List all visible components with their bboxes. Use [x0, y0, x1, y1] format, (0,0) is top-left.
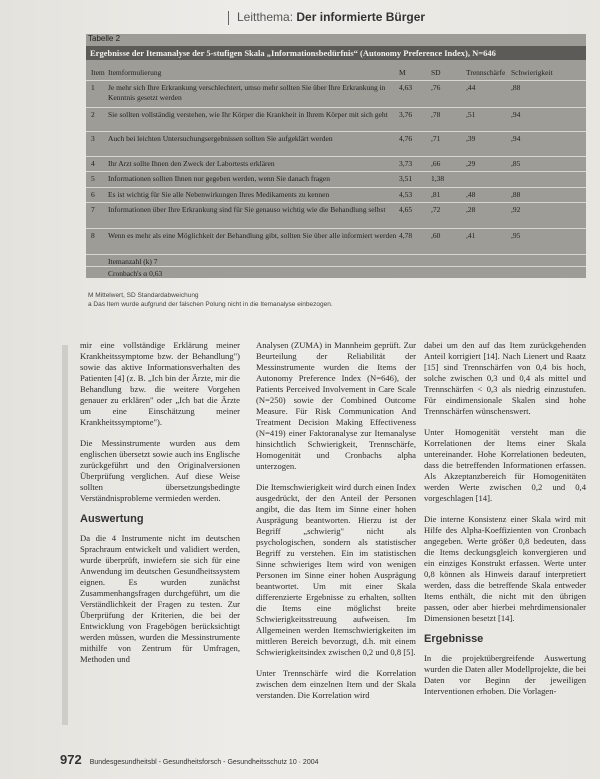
row-trennschaerfe: ,48: [466, 190, 476, 199]
row-text: Es ist wichtig für Sie alle Nebenwirkungen Ihres Medikaments zu kennen: [108, 190, 330, 199]
table-summary-row: [86, 254, 586, 265]
row-sd: ,71: [431, 134, 441, 143]
row-m: 4,53: [399, 190, 413, 199]
row-schwierigkeit: ,88: [511, 190, 521, 199]
row-text: Ihr Arzt sollte Ihnen den Zweck der Labortests erklären: [108, 159, 275, 168]
table-row: [86, 171, 586, 184]
row-number: 4: [91, 159, 95, 168]
margin-shadow: [62, 345, 68, 725]
table-row: [86, 202, 586, 225]
col-header-trennschaerfe: Trennschärfe: [466, 68, 506, 77]
row-number: 6: [91, 190, 95, 199]
row-text: Informationen sollten Ihnen nur gegeben werden, wenn Sie danach fragen: [108, 174, 331, 183]
row-trennschaerfe: ,44: [466, 83, 476, 92]
row-m: 3,73: [399, 159, 413, 168]
table-summary-row: [86, 266, 586, 277]
paragraph: Da die 4 Instrumente nicht im deutschen Sprachraum entwickelt und validiert werden, wurde überprüft, inwiefern sie sich für eine Anwendung im deutschen Gesundheitssystem eignen. Es wurden zunächst Zusammenhangsfragen durchgeführt, um die Verständlichkeit der Fragen zu testen. Zur Überprüfung der Kriterien, die bei der Entwicklung von Fragebögen berücksichtigt werden müssen, wurden die Messinstrumente mithilfe von Zentrum für Umfragen, Methoden und: [80, 533, 240, 664]
row-sd: 1,38: [431, 174, 445, 183]
text-column-1: [80, 340, 240, 675]
row-sd: ,76: [431, 83, 441, 92]
row-trennschaerfe: ,39: [466, 134, 476, 143]
summary-item-count: Itemanzahl (k) 7: [108, 257, 158, 266]
paragraph: In die projektübergreifende Auswertung wurden die Daten aller Modellprojekte, die bei Daten vor Beginn der jeweiligen Interventionen erhoben. Die Vorlagen-: [424, 653, 586, 696]
table-row: [86, 156, 586, 169]
page-number: 972: [60, 752, 82, 767]
row-text: Informationen über Ihre Erkrankung sind für Sie genauso wichtig wie die Behandlung selbst: [108, 205, 386, 214]
col-header-item: Item: [91, 68, 105, 77]
row-number: 3: [91, 134, 95, 143]
row-m: 4,63: [399, 83, 413, 92]
footnote-1: M Mittelwert, SD Standardabweichung: [88, 292, 199, 299]
row-number: 8: [91, 231, 95, 240]
col-header-schwierigkeit: Schwierigkeit: [511, 68, 553, 77]
table-row: [86, 187, 586, 200]
col-header-sd: SD: [431, 68, 441, 77]
paragraph: Analysen (ZUMA) in Mannheim geprüft. Zur Beurteilung der Reliabilität der Messinstrumente wurden die Items der Autonomy Preference Index (N=646), der Patients Perceived Involvement in Care Scale (N=250) sowie der Combined Outcome Measure. Für Risk Communication And Treatment Decision Making Effectiveness (N=419) einer Faktoranalyse zur Itemanalyse hinsichtlich Schwierigkeit, Trennschärfe, Homogenität und Cronbachs alpha unterzogen.: [256, 340, 416, 471]
table-row: [86, 107, 586, 130]
table-row: [86, 131, 586, 154]
row-sd: ,72: [431, 205, 441, 214]
header-title: Der informierte Bürger: [296, 10, 426, 24]
row-schwierigkeit: ,94: [511, 110, 521, 119]
row-m: 4,76: [399, 134, 413, 143]
section-heading-ergebnisse: Ergebnisse: [424, 633, 484, 645]
journal-citation: Bundesgesundheitsbl - Gesundheitsforsch - Gesundheitsschutz 10 · 2004: [89, 759, 319, 766]
paragraph: Die interne Konsistenz einer Skala wird mit Hilfe des Alpha-Koeffizienten von Cronbach angegeben. Werte größer 0,8 bedeuten, dass die Items deckungsgleich konvergieren und ein einziges Konstrukt erfassen. Werte unter 0,8 können als Hinweis darauf interpretiert werden, dass die betreffende Skala entweder Items enthält, die nicht mit den übrigen passen, oder aber hierbei mehrdimensionaler Dimensionen besetzt [14].: [424, 514, 586, 623]
running-header: [228, 10, 425, 25]
row-sd: ,81: [431, 190, 441, 199]
row-number: 1: [91, 83, 95, 92]
row-schwierigkeit: ,88: [511, 83, 521, 92]
row-m: 4,78: [399, 231, 413, 240]
row-sd: ,60: [431, 231, 441, 240]
text-column-3: [424, 340, 586, 707]
table-title: Ergebnisse der Itemanalyse der 5-stufigen Skala „Informationsbedürfnis“ (Autonomy Preference Index), N=646: [86, 46, 586, 60]
row-sd: ,78: [431, 110, 441, 119]
paragraph: Die Messinstrumente wurden aus dem englischen übersetzt sowie auch ins Englische zurückgeführt und den Originalversionen Überprüfung verglichen. Auf diese Weise sollten übersetzungsbedingte Verständnisprobleme vermieden werden.: [80, 438, 240, 503]
row-trennschaerfe: ,28: [466, 205, 476, 214]
footnote-2: a Das Item wurde aufgrund der falschen Polung nicht in die Itemanalyse einbezogen.: [88, 301, 333, 308]
col-header-m: M: [399, 68, 406, 77]
row-text: Wenn es mehr als eine Möglichkeit der Behandlung gibt, sollten Sie über alle informiert werden: [108, 231, 397, 240]
row-text: Je mehr sich Ihre Erkrankung verschlechtert, umso mehr sollten Sie über Ihre Erkrankung in Kenntnis gesetzt werden: [108, 83, 386, 102]
row-trennschaerfe: ,41: [466, 231, 476, 240]
table-label: Tabelle 2: [88, 34, 121, 43]
table-footnote: [88, 291, 333, 309]
row-m: 3,51: [399, 174, 413, 183]
paragraph: Unter Trennschärfe wird die Korrelation zwischen dem einzelnen Item und der Skala verstanden. Die Korrelation wird: [256, 668, 416, 700]
table-header: [86, 66, 586, 78]
row-number: 2: [91, 110, 95, 119]
row-text: Sie sollten vollständig verstehen, wie Ihr Körper die Krankheit in Ihrem Körper mit sich geht: [108, 110, 388, 119]
paragraph: Unter Homogenität versteht man die Korrelationen der Items einer Skala untereinander. Hohe Korrelationen bedeuten, dass die betreffenden Informationen erfassen. Als Akzeptanzbereich für Homogenitäten werden Werte zwischen 0,2 und 0,4 vorgeschlagen [14].: [424, 427, 586, 503]
text-column-2: [256, 340, 416, 711]
row-trennschaerfe: ,29: [466, 159, 476, 168]
paragraph: Die Itemschwierigkeit wird durch einen Index ausgedrückt, der den Anteil der Personen angibt, die das Item im Sinne einer hohen Ausprägung beantworten. Hierzu ist der Begriff „schwierig" nicht als psychologischen, sondern als statistischer Begriff zu verstehen. Ein im statistischen Sinne schwieriges Item wird von wenigen Personen im Sinne einer hohen Ausprägung beantwortet. Um mit einer Skala differenzierte Ergebnisse zu erhalten, sollten die Items eine möglichst breite Schwierigkeitsstreuung aufweisen. Im Allgemeinen werden Itemschwierigkeiten im mittleren Bereich bevorzugt, d.h. mit einem Schwierigkeitsindex zwischen 0,2 und 0,8 [5].: [256, 482, 416, 657]
section-heading-auswertung: Auswertung: [80, 513, 144, 525]
row-number: 7: [91, 205, 95, 214]
row-sd: ,66: [431, 159, 441, 168]
table-row: [86, 80, 586, 103]
row-text: Auch bei leichten Untersuchungsergebnissen sollten Sie aufgeklärt werden: [108, 134, 333, 143]
summary-cronbach: Cronbach's α 0,63: [108, 269, 163, 278]
row-m: 4,65: [399, 205, 413, 214]
paragraph: dabei um den auf das Item zurückgehenden Anteil korrigiert [14]. Nach Lienert und Raatz [15] sind Trennschärfen von 0,4 bis hoch, solche zwischen 0,3 und 0,4 als mittel und Trennschärfen < 0,3 als niedrig einzustufen. Für eindimensionale Skalen sind hohe Trennschärfen wünschenswert.: [424, 340, 586, 416]
page-footer: [60, 752, 319, 767]
row-schwierigkeit: ,94: [511, 134, 521, 143]
header-prefix: Leitthema:: [237, 10, 294, 24]
row-m: 3,76: [399, 110, 413, 119]
col-header-text: Itemformulierung: [108, 68, 162, 77]
table-row: [86, 228, 586, 251]
header-rule: [228, 11, 229, 25]
row-schwierigkeit: ,92: [511, 205, 521, 214]
row-schwierigkeit: ,85: [511, 159, 521, 168]
row-trennschaerfe: ,51: [466, 110, 476, 119]
row-schwierigkeit: ,95: [511, 231, 521, 240]
row-number: 5: [91, 174, 95, 183]
paragraph: mir eine vollständige Erklärung meiner Krankheitssymptome bzw. der Behandlung") sowie das aktive Informationsverhalten des Patienten [4] (z. B. „Ich bin der Ärzte, mir die Behandlung bzw. die weitere Vorgehen genauer zu erklären" oder „Ich bat die Ärzte um eine Einschätzung meiner Krankheitssymptome").: [80, 340, 240, 427]
